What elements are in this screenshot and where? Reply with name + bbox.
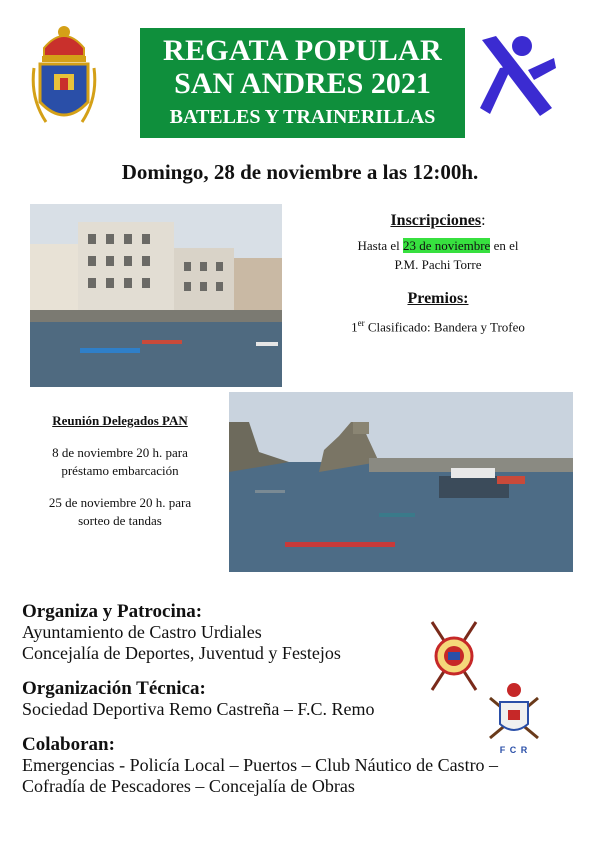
inscripciones-heading: Inscripciones — [390, 212, 482, 229]
colaboran-heading: Colaboran: — [22, 734, 115, 755]
title-line-2: SAN ANDRES 2021 — [174, 67, 431, 100]
organiza-line1: Ayuntamiento de Castro Urdiales — [22, 622, 262, 642]
premios-place-sup: er — [357, 318, 365, 328]
premios-section — [296, 290, 580, 335]
fc-remo-badge-icon — [486, 680, 542, 740]
reunion-heading: Reunión Delegados PAN — [52, 413, 188, 428]
organiza-block — [22, 601, 582, 664]
event-date: Domingo, 28 de noviembre a las 12:00h. — [121, 160, 479, 184]
organiza-heading: Organiza y Patrocina: — [22, 601, 203, 622]
title-line-1: REGATA POPULAR — [163, 34, 442, 67]
title-line-3: BATELES Y TRAINERILLAS — [169, 106, 436, 128]
premios-prize: Clasificado: Bandera y Trofeo — [364, 319, 525, 335]
colaboran-line1: Emergencias - Policía Local – Puertos – Club Náutico de Castro – — [22, 755, 499, 775]
inscripciones-location: P.M. Pachi Torre — [394, 257, 482, 272]
fc-remo-badge-text: F C R — [499, 745, 529, 755]
tecnica-heading: Organización Técnica: — [22, 678, 206, 699]
tecnica-line1: Sociedad Deportiva Remo Castreña – F.C. Remo — [22, 699, 375, 719]
reunion-item2-line2: sorteo de tandas — [78, 513, 162, 528]
inscripciones-colon: : — [481, 212, 486, 229]
colaboran-line2: Cofradía de Pescadores – Concejalía de Obras — [22, 776, 355, 796]
reunion-item2-line1: 25 de noviembre 20 h. para — [48, 495, 192, 510]
runner-logo-icon — [478, 28, 556, 120]
premios-place: 1 — [351, 319, 358, 335]
inscripciones-text-after: en el — [490, 238, 519, 253]
reunion-section — [25, 412, 215, 530]
fc-remo-badge — [486, 680, 542, 755]
coat-of-arms-icon — [30, 18, 98, 136]
regatta-photo — [229, 392, 573, 572]
inscripciones-text-before: Hasta el — [357, 238, 403, 253]
rowing-club-badge-icon — [428, 620, 480, 692]
inscripciones-section — [296, 211, 580, 274]
premios-heading: Premios: — [407, 290, 469, 307]
harbor-photo — [30, 204, 282, 387]
reunion-item1-line1: 8 de noviembre 20 h. para — [52, 445, 188, 460]
title-banner — [140, 28, 465, 138]
reunion-item1-line2: préstamo embarcación — [61, 463, 179, 478]
inscripciones-deadline: 23 de noviembre — [402, 238, 491, 253]
organiza-line2: Concejalía de Deportes, Juventud y Festejos — [22, 643, 341, 663]
